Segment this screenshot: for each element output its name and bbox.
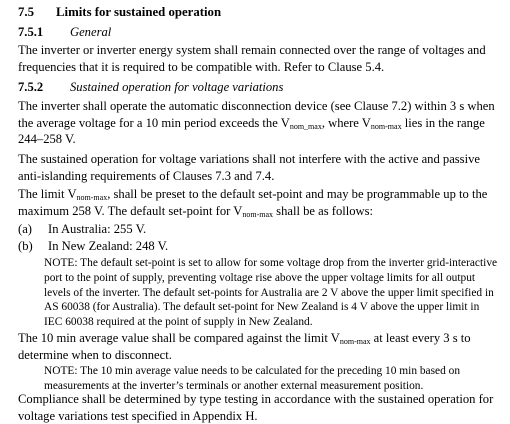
list-item [18,238,502,255]
list-label: (a) [18,222,32,236]
paragraph-anti-islanding: The sustained operation for voltage variations shall not interfere with the active and passive anti-islanding requirements of Clauses 7.3 and 7.4. [18,152,480,183]
paragraph-general: The inverter or inverter energy system shall remain connected over the range of voltages and frequencies that it is required to be compatible with. Refer to Clause 5.4. [18,43,486,74]
section-heading [18,4,502,21]
paragraph-compliance: Compliance shall be determined by type testing in accordance with the sustained operation for voltage variations test specified in Appendix H. [18,392,494,423]
subsection-heading-general [18,24,502,41]
subsection-title: General [70,25,112,39]
list-text: In New Zealand: 248 V. [48,239,169,253]
paragraph-limit [18,186,502,219]
text-run: lies in the range 244–258 V. [18,115,485,147]
subscript: nom-max [242,209,274,219]
subsection-number: 7.5.1 [18,25,44,39]
subscript: nom-max [370,121,402,131]
text-run: at least every 3 s to determine when to disconnect. [18,331,471,362]
text-run: , where V [321,115,371,130]
text-run: , shall be preset to the default set-point and may be programmable up to the maximum 258 V. The default set-point for V [18,187,488,218]
subscript: nom-max [76,193,108,202]
section-number: 7.5 [18,5,34,19]
list-item [18,221,502,238]
note-default-setpoint: NOTE: The default set-point is set to allow for some voltage drop from the inverter grid-interactive port to the point of supply, preventing voltage rise above the upper voltage limits for all output levels of the inverter. The default set-points for Australia are 2 V above the upper limit specified in AS 60038 (for Australia). The default set-point for New Zealand is 4 V above the upper limit in IEC 60038 required at the point of supply in New Zealand. [44,257,498,329]
paragraph-average-compare [18,330,502,363]
subsection-title: Sustained operation for voltage variations [70,80,284,94]
section-title: Limits for sustained operation [56,5,222,19]
text-run: The 10 min average value shall be compared against the limit V [18,331,340,345]
text-run: The limit V [18,187,77,201]
text-run: shall be as follows: [273,203,374,218]
subsection-heading-voltage [18,79,502,96]
subscript: nom-max [339,337,371,346]
subscript: nom_max [289,121,322,131]
note-average-value: NOTE: The 10 min average value needs to be calculated for the preceding 10 min based on measurements at the inverter’s terminals or another external measurement position. [44,365,461,392]
list-text: In Australia: 255 V. [48,222,147,236]
list-label: (b) [18,239,33,253]
subsection-number: 7.5.2 [18,80,44,94]
paragraph-disconnection [18,98,502,148]
text-run: The inverter shall operate the automatic disconnection device (see Clause 7.2) within 3 s when the average voltage for a 10 min period exceeds the V [18,99,495,130]
